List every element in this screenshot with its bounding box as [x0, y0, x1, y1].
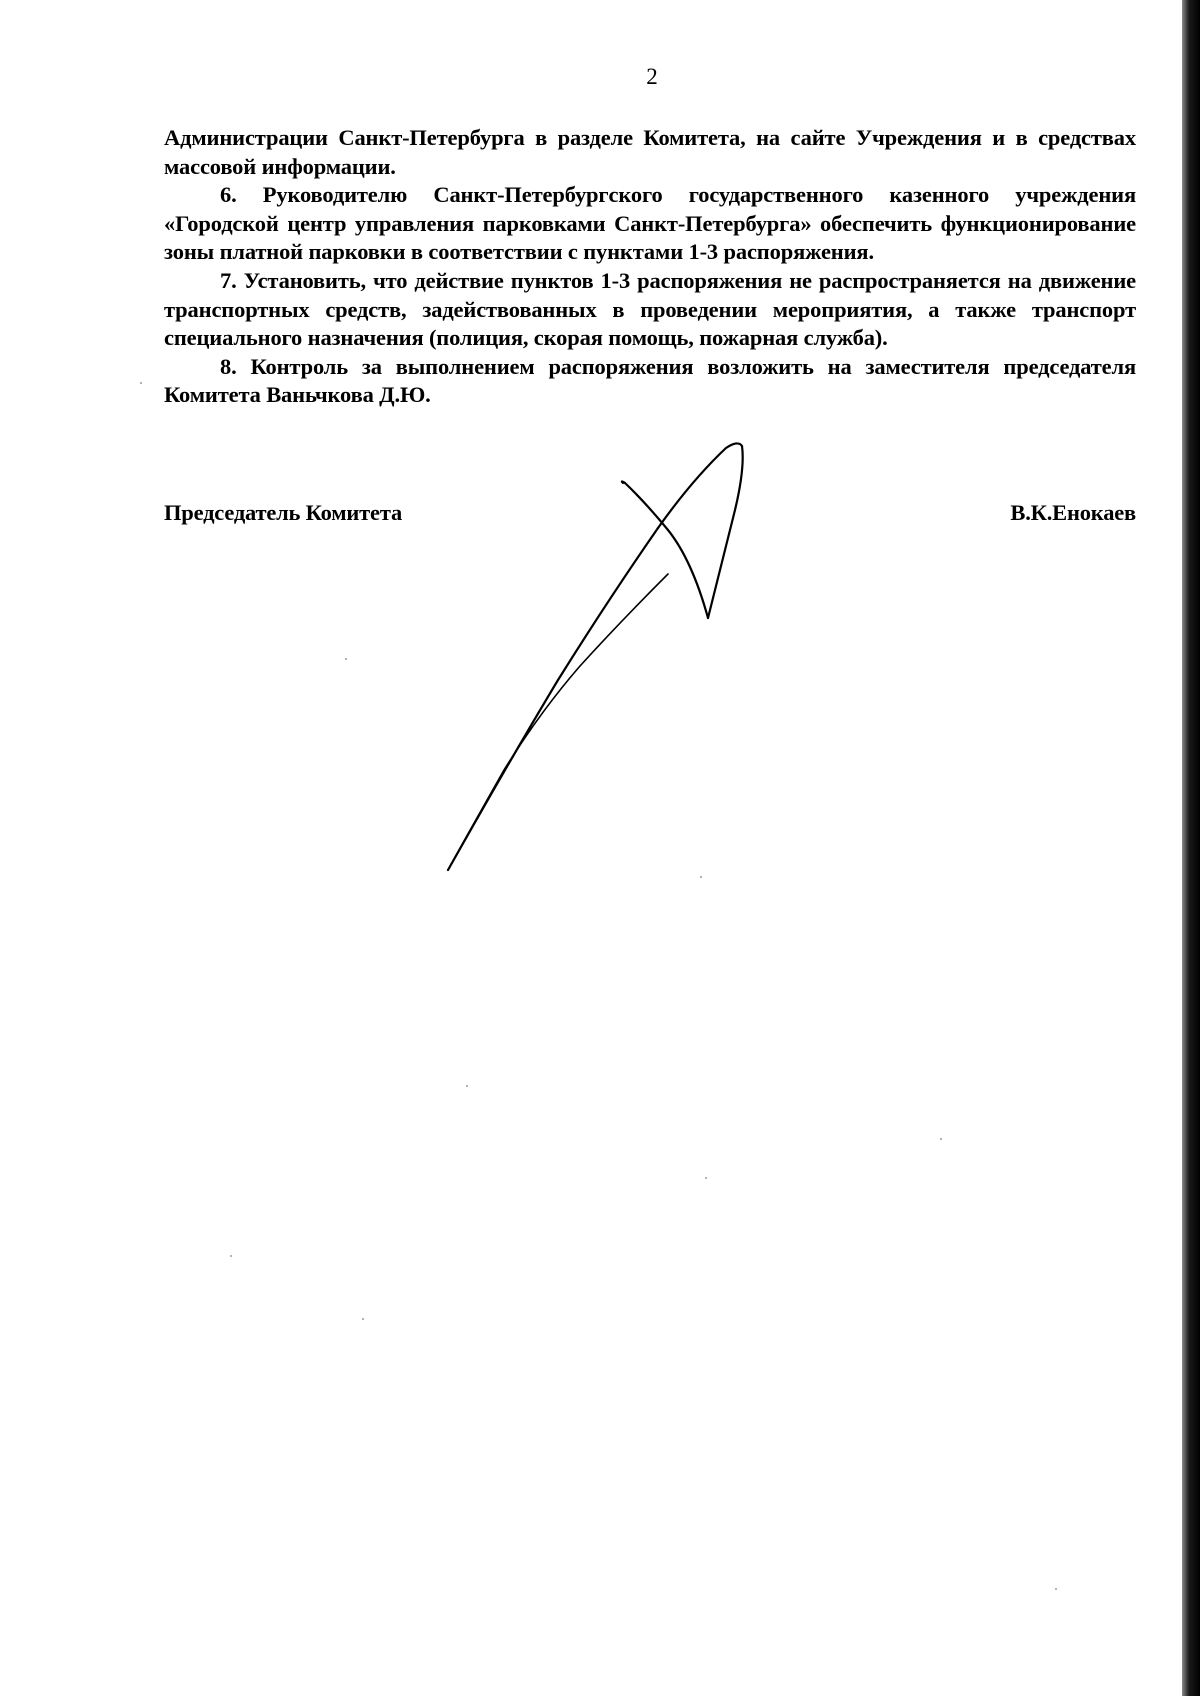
scan-speck: [940, 1138, 942, 1140]
scan-speck: [1055, 1588, 1057, 1590]
scan-speck: [705, 1177, 707, 1179]
page-number: 2: [646, 64, 658, 89]
paragraph-7: 7. Установить, что действие пунктов 1-3 распоряжения не распространяется на движение транспортных средств, задействованных в проведении мероприятия, а также транспорт специального назначения (полиция, скорая помощь, пожарная служба).: [164, 267, 1136, 351]
signatory-name: В.К.Енокаев: [1010, 500, 1136, 525]
scan-speck: [362, 1318, 364, 1320]
scan-speck: [466, 1085, 468, 1087]
document-body: [164, 124, 1136, 410]
scan-edge-shadow: [1182, 0, 1200, 1696]
handwritten-signature: [430, 430, 770, 880]
signatory-title: Председатель Комитета: [164, 500, 402, 525]
signature-return-stroke: [448, 574, 668, 870]
paragraph-8: 8. Контроль за выполнением распоряжения возложить на заместителя председателя Комитета Ваньчкова Д.Ю.: [164, 353, 1136, 408]
scan-speck: [700, 876, 702, 878]
scan-speck: [345, 658, 347, 660]
paragraph-continuation: Администрации Санкт-Петербурга в разделе Комитета, на сайте Учреждения и в средствах массовой информации.: [164, 125, 1136, 179]
scan-speck: [230, 1255, 232, 1257]
paragraph-6: 6. Руководителю Санкт-Петербургского государственного казенного учреждения «Городской центр управления парковками Санкт-Петербурга» обеспечить функционирование зоны платной парковки в соответствии с пунктами 1-3 распоряжения.: [164, 182, 1136, 265]
scan-speck: [140, 382, 142, 384]
signature-hook-stroke: [622, 482, 708, 619]
